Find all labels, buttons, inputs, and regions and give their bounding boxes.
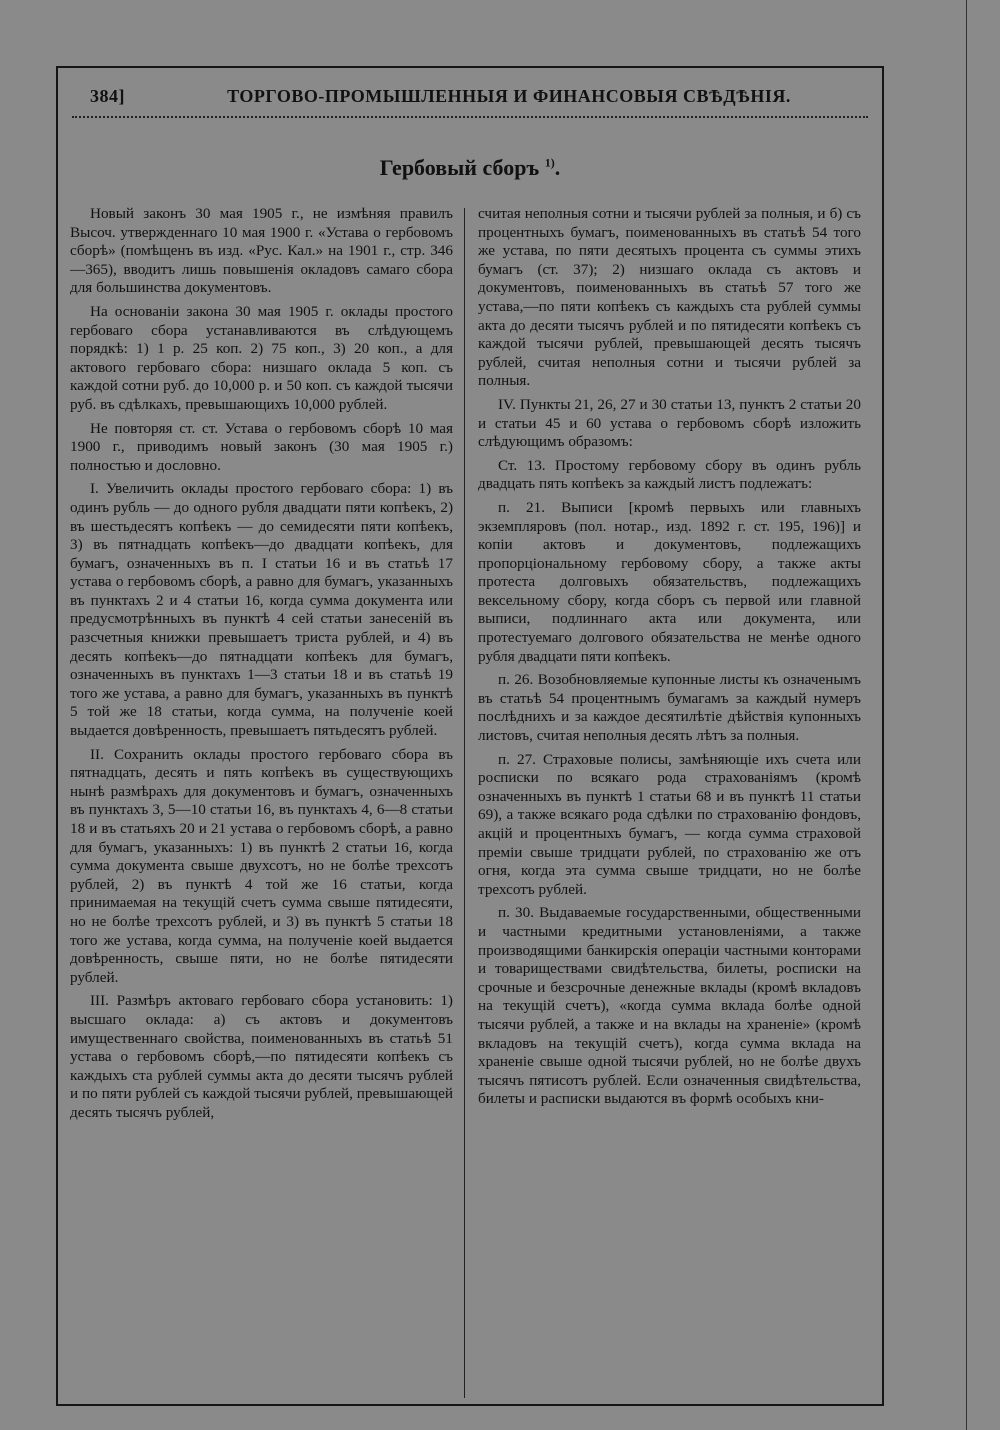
paragraph: IV. Пункты 21, 26, 27 и 30 статьи 13, пунктъ 2 статьи 20 и статьи 45 и 60 устава о гербовомъ сборѣ изложить слѣдующимъ образомъ: — [478, 395, 861, 451]
running-title: ТОРГОВО-ПРОМЫШЛЕННЫЯ И ФИНАНСОВЫЯ СВѢДѢНІЯ. — [227, 86, 791, 106]
paragraph: п. 26. Возобновляемые купонные листы къ означенымъ въ статьѣ 54 процентнымъ бумагамъ за каждый нумеръ послѣднихъ и за каждое десятилѣтіе дѣйствія купонныхъ листовъ, считая неполныя десять лѣтъ за полныя. — [478, 671, 861, 745]
paragraph: считая неполныя сотни и тысячи рублей за полныя, и б) съ процентныхъ бумагъ, поименованныхъ въ статьѣ 54 того же устава, по пяти десятыхъ процента съ суммы этихъ бумагъ (ст. 37); 2) низшаго оклада съ актовъ и документовъ, поименованныхъ въ статьѣ 57 того же устава,—по пяти копѣекъ съ каждыхъ ста рублей суммы акта до десяти тысячъ рублей и по пятидесяти копѣекъ съ каждой тысячи рублей, превышающей десять тысячъ рублей, считая неполныя сотни и тысячи рублей за полныя. — [478, 205, 861, 390]
paragraph: п. 30. Выдаваемые государственными, общественными и частными кредитными установленіями, а также производящими банкирскія операціи частными конторами и товариществами свидѣтельства, билеты, росписки на срочные и безсрочные денежные вклады (кромѣ вкладовъ на текущій счетъ), «когда сумма вклада болѣе одной тысячи рублей, а также и на вклады на храненіе» (кромѣ вкладовъ на текущій счетъ), когда сумма вклада на храненіе свыше одной тысячи рублей, но не болѣе двухъ тысячъ пятисотъ рублей. Если означенныя свидѣтельства, билеты и расписки выдаются въ формѣ особыхъ кни- — [478, 904, 861, 1108]
column-divider — [464, 208, 465, 1398]
article-title — [0, 155, 940, 181]
article-title-suffix: . — [554, 155, 561, 180]
paragraph: Новый законъ 30 мая 1905 г., не измѣняя правилъ Высоч. утвержденнаго 10 мая 1900 г. «Устава о гербовомъ сборѣ» (помѣщенъ въ изд. «Рус. Кал.» на 1901 г., стр. 346—365), вводитъ лишь повышенія окладовъ самаго сбора для большинства документовъ. — [70, 205, 453, 297]
scan-edge-line — [966, 0, 967, 1430]
page-header — [90, 86, 850, 114]
page-number: 384] — [90, 86, 125, 106]
paragraph: II. Сохранить оклады простого гербоваго сбора въ пятнадцать, десять и пять копѣекъ въ существующихъ нынѣ размѣрахъ для документовъ и бумагъ, означенныхъ въ пунктахъ 3, 5—10 статьи 16, въ пунктахъ 4, 6—8 статьи 18 и въ статьяхъ 20 и 21 устава о гербовомъ сборѣ, а равно для бумагъ, указанныхъ: 1) въ пунктѣ 2 статьи 16, когда сумма документа свыше двухсотъ, но не болѣе трехсотъ рублей, 2) въ пунктѣ 4 той же 16 статьи, когда принимаемая на текущій счетъ сумма свыше пятидесяти, но не болѣе трехсотъ рублей, и 3) въ пунктѣ 5 статьи 18 того же устава, когда сумма, на полученіе коей выдается довѣренность, свыше пяти, но не болѣе пятидесяти рублей. — [70, 745, 453, 986]
paragraph: Не повторяя ст. ст. Устава о гербовомъ сборѣ 10 мая 1900 г., приводимъ новый законъ (30 мая 1905 г.) полностью и дословно. — [70, 419, 453, 474]
paragraph: п. 27. Страховые полисы, замѣняющіе ихъ счета или росписки по всякаго рода страхованіямъ (кромѣ означенныхъ въ пунктѣ 1 статьи 68 и въ пунктѣ 11 статьи 69), а также всякаго рода сдѣлки по страхованію фондовъ, акцій и процентныхъ бумагъ, — когда сумма страховой преміи свыше тридцати рублей, по страхованію же отъ огня, когда эта сумма свыше тридцати, но не болѣе трехсотъ рублей. — [478, 750, 861, 898]
left-column — [70, 205, 453, 1400]
header-rule — [72, 116, 868, 122]
paragraph: На основаніи закона 30 мая 1905 г. оклады простого гербоваго сбора устанавливаются въ слѣдующемъ порядкѣ: 1) 1 р. 25 коп. 2) 75 коп., 3) 20 коп., а для актового гербоваго сбора: низшаго оклада 5 коп. съ каждой сотни руб. до 10,000 р. и 50 коп. съ каждой тысячи руб. въ сдѣлкахъ, превышающихъ 10,000 рублей. — [70, 302, 453, 413]
right-column — [478, 205, 861, 1400]
paragraph: I. Увеличить оклады простого гербоваго сбора: 1) въ одинъ рубль — до одного рубля двадцати пяти копѣекъ, 2) въ шестьдесятъ копѣекъ — до семидесяти пяти копѣекъ, 3) въ пятнадцать копѣекъ—до двадцати копѣекъ, для бумагъ, означенныхъ въ п. I статьи 16 и въ статьѣ 17 устава о гербовомъ сборѣ, а равно для бумагъ, указанныхъ въ пунктахъ 2 и 4 статьи 16, когда сумма документа или предусмотрѣнныхъ въ пунктѣ 4 сей статьи занесеній въ разсчетныя книжки превышаетъ триста рублей, и 4) въ десять копѣекъ—до пятнадцати копѣекъ для бумагъ, означенныхъ въ пунктахъ 1—3 статьи 18 и въ статьѣ 19 того же устава, а равно для бумагъ, указанныхъ въ пунктѣ 5 той же 18 статьи, когда сумма, на полученіе коей выдается довѣренность, превышаетъ пятьдесятъ рублей. — [70, 480, 453, 740]
article-title-text: Гербовый сборъ — [379, 155, 540, 180]
footnote-mark: 1) — [544, 155, 555, 170]
paragraph: III. Размѣръ актоваго гербоваго сбора установить: 1) высшаго оклада: а) съ актовъ и документовъ имущественнаго свойства, поименованныхъ въ статьѣ 51 устава о гербовомъ сборѣ,—по пятидесяти копѣекъ съ каждыхъ ста рублей суммы акта до десяти тысячъ рублей и по пяти рублей съ каждой тысячи рублей, превышающей десять тысячъ рублей, — [70, 992, 453, 1121]
paragraph: Ст. 13. Простому гербовому сбору въ одинъ рубль двадцать пять копѣекъ за каждый листъ подлежатъ: — [478, 456, 861, 493]
paragraph: п. 21. Выписи [кромѣ первыхъ или главныхъ экземпляровъ (пол. нотар., изд. 1892 г. ст. 195, 196)] и копіи актовъ и документовъ, подлежащихъ пропорціональному гербовому сбору, а также акты протеста долговыхъ обязательствъ, подлежащихъ вексельному сбору, когда сборъ съ первой или главной выписи, подлиннаго акта или документа, или протестуемаго долгового обязательства не менѣе одного рубля двадцати пяти копѣекъ. — [478, 498, 861, 665]
